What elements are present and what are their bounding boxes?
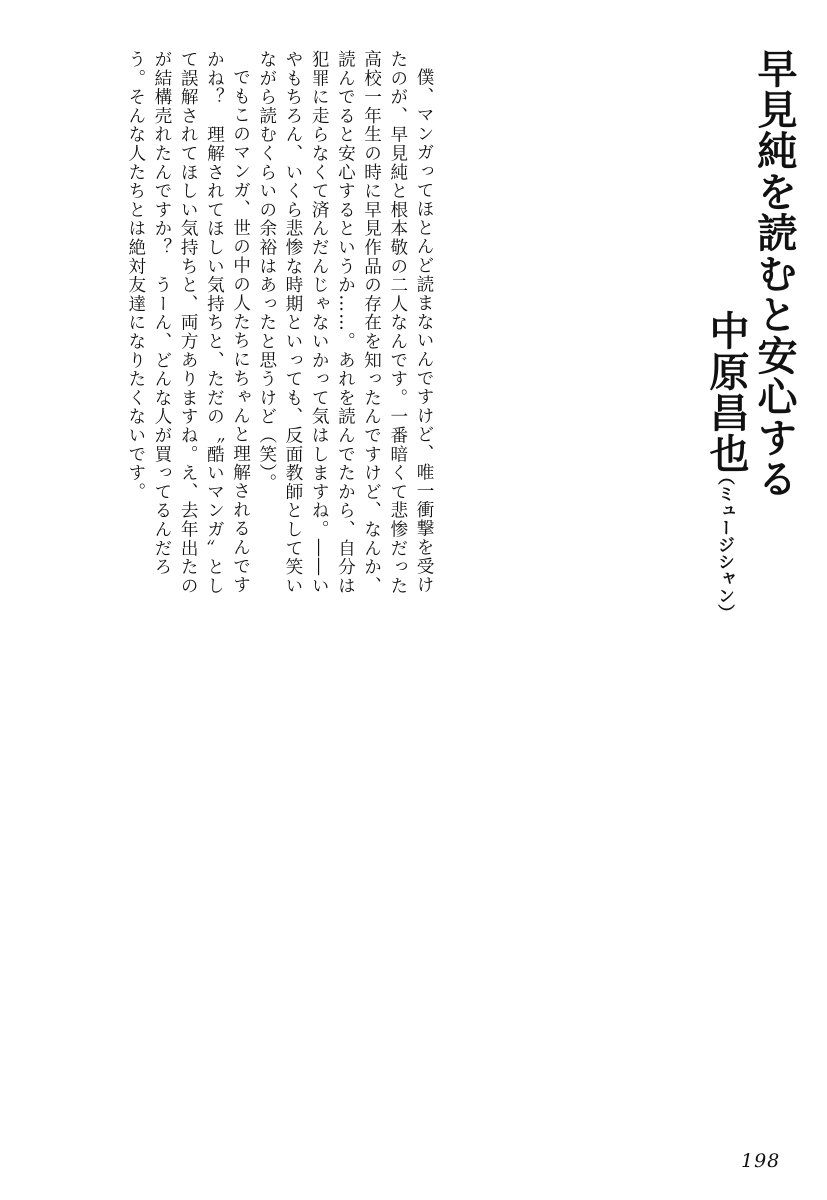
article-body: [123, 50, 437, 610]
paragraph: でもこのマンガ、世の中の人たちにちゃんと理解されるんですかね？ 理解されてほしい気持ちと、ただの〝酷いマンガ〟として誤解されてほしい気持ちと、両方ありますね。え、去年出たのが結構売れたんですか？ うーん、どんな人が買ってるんだろう。そんな人たちとは絶対友達になりたくないです。: [125, 50, 251, 596]
article-title: 早見純を読むと安心する: [751, 48, 797, 499]
page-number: 198: [741, 1150, 781, 1172]
author-role: （ミュージシャン）: [714, 468, 734, 621]
author-name: 中原昌也: [703, 310, 749, 474]
paragraph: 僕、マンガってほとんど読まないんですけど、唯一衝撃を受けたのが、早見純と根本敬の二人なんです。一番暗くて悲惨だった高校一年生の時に早見作品の存在を知ったんですけど、なんか、読んでると安心するというか……。あれを読んでたから、自分は犯罪に走らなくて済んだんじゃないかって気はしますね。――いやもちろん、いくら悲惨な時期といっても、反面教師として笑いながら読むくらいの余裕はあったと思うけど（笑）。: [256, 50, 434, 596]
